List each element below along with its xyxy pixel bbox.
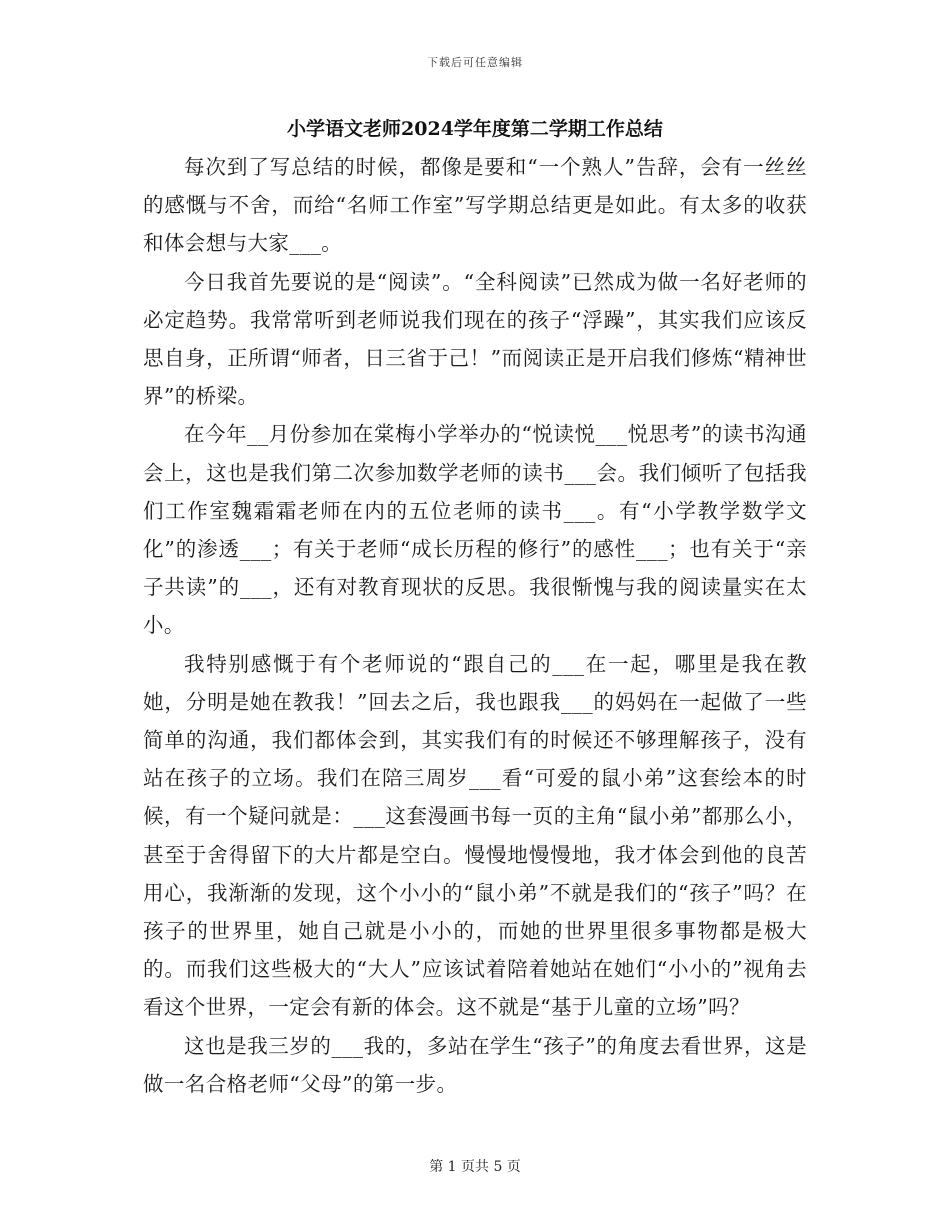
paragraph: 我特别感慨于有个老师说的“跟自己的___在一起，哪里是我在教她，分明是她在教我！”回去之后，我也跟我___的妈妈在一起做了一些简单的沟通，我们都体会到，其实我们有的时候还不够理解孩子，没有站在孩子的立场。我们在陪三周岁___看“可爱的鼠小弟”这套绘本的时候，有一个疑问就是：___这套漫画书每一页的主角“鼠小弟”都那么小，甚至于舍得留下的大片都是空白。慢慢地慢慢地，我才体会到他的良苦用心，我渐渐的发现，这个小小的“鼠小弟”不就是我们的“孩子”吗？在孩子的世界里，她自己就是小小的，而她的世界里很多事物都是极大的。而我们这些极大的“大人”应该试着陪着她站在她们“小小的”视角去看这个世界，一定会有新的体会。这不就是“基于儿童的立场”吗？ [143, 651, 807, 1020]
paragraph: 今日我首先要说的是“阅读”。“全科阅读”已然成为做一名好老师的必定趋势。我常常听到老师说我们现在的孩子“浮躁”，其实我们应该反思自身，正所谓“师者，日三省于己！”而阅读正是开启我们修炼“精神世界”的桥梁。 [143, 269, 807, 409]
paragraph: 在今年__月份参加在棠梅小学举办的“悦读悦___悦思考”的读书沟通会上，这也是我们第二次参加数学老师的读书___会。我们倾听了包括我们工作室魏霜霜老师在内的五位老师的读书___。有“小学教学数学文化”的渗透___；有关于老师“成长历程的修行”的感性___；也有关于“亲子共读”的___，还有对教育现状的反思。我很惭愧与我的阅读量实在太小。 [143, 422, 807, 638]
header-note: 下载后可任意编辑 [427, 56, 523, 69]
page-number: 第 1 页共 5 页 [429, 1159, 521, 1175]
document-title: 小学语文老师2024学年度第二学期工作总结 [287, 118, 663, 140]
document-body [143, 148, 807, 1103]
paragraph: 每次到了写总结的时候，都像是要和“一个熟人”告辞，会有一丝丝的感慨与不舍，而给“名师工作室”写学期总结更是如此。有太多的收获和体会想与大家___。 [143, 155, 807, 256]
paragraph: 这也是我三岁的___我的，多站在学生“孩子”的角度去看世界，这是做一名合格老师“父母”的第一步。 [143, 1033, 807, 1096]
